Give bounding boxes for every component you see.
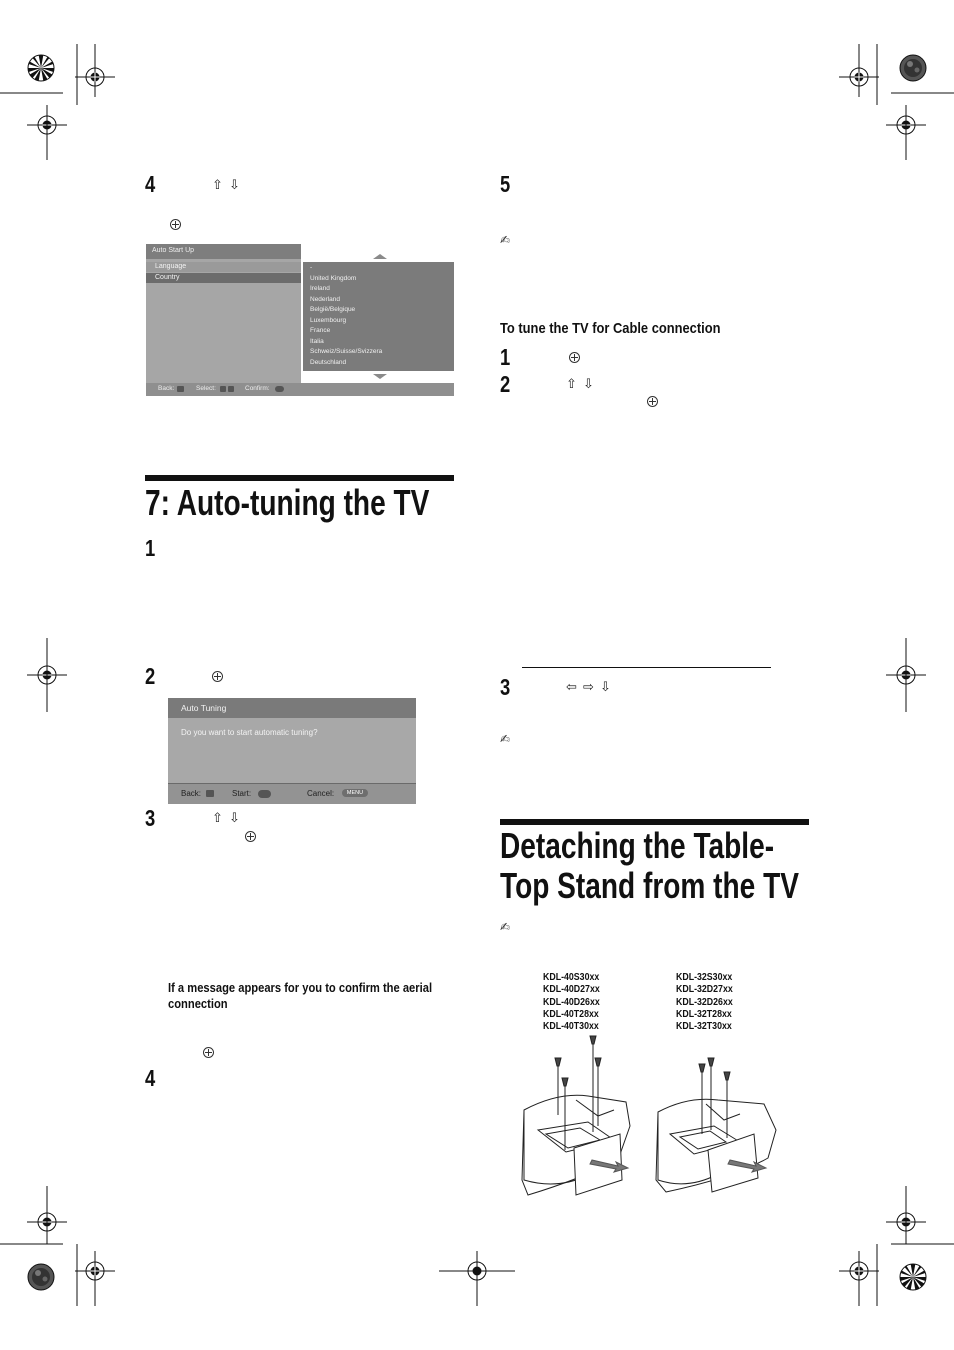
list-item[interactable]: -: [310, 264, 313, 271]
list-item[interactable]: Schweiz/Suisse/Svizzera: [310, 348, 383, 355]
step-number: 1: [500, 344, 511, 370]
scroll-up-icon[interactable]: [373, 254, 387, 259]
model-name: KDL-32D27xx: [676, 984, 733, 996]
dialog-question: Do you want to start automatic tuning?: [181, 728, 318, 737]
model-name: KDL-40D27xx: [543, 984, 600, 996]
ok-button-icon: [203, 1047, 214, 1058]
section-title-detaching-line2: Top Stand from the TV: [500, 865, 799, 906]
section-title-auto-tuning: 7: Auto-tuning the TV: [145, 482, 430, 523]
model-name: KDL-32D26xx: [676, 996, 733, 1008]
arrow-up-icon: ⇧: [212, 178, 223, 193]
note-icon: ✍: [500, 233, 511, 247]
step-number: 3: [145, 805, 156, 831]
menu-item-country[interactable]: Country: [146, 273, 301, 283]
footer-confirm-label: Confirm:: [245, 385, 270, 392]
menu-title: Auto Start Up: [152, 247, 195, 254]
menu-footer: [146, 383, 454, 396]
model-list-40: [543, 972, 600, 1033]
back-button-icon: [206, 790, 214, 797]
model-name: KDL-32T28xx: [676, 1008, 732, 1020]
list-item[interactable]: Nederland: [310, 295, 340, 303]
footer-back-label: Back:: [158, 385, 175, 392]
arrow-down-icon: ⇩: [229, 178, 240, 193]
step-number: 3: [500, 674, 511, 700]
note-icon: ✍: [500, 732, 511, 746]
scroll-down-icon[interactable]: [373, 374, 387, 379]
auto-tuning-dialog: [168, 698, 416, 803]
dialog-cancel-label: Cancel:: [307, 789, 335, 798]
stand-removal-illustration: [518, 1030, 788, 1200]
model-name: KDL-40T30xx: [543, 1021, 599, 1033]
back-button-icon: [177, 386, 184, 392]
divider: [522, 667, 771, 668]
country-menu-screen: [145, 244, 454, 396]
list-item[interactable]: Ireland: [310, 285, 330, 292]
arrow-right-icon: ⇨: [583, 680, 594, 695]
model-name: KDL-40S30xx: [543, 972, 600, 983]
arrow-up-icon: ⇧: [212, 811, 223, 826]
model-name: KDL-32S30xx: [676, 972, 733, 983]
menu-title-bar: [146, 244, 301, 259]
list-item[interactable]: Luxembourg: [310, 316, 347, 324]
list-item[interactable]: Deutschland: [310, 358, 347, 366]
ok-button-icon: [212, 671, 223, 682]
down-button-icon: [228, 386, 234, 392]
aerial-confirm-heading: If a message appears for you to confirm the aerial connection: [168, 980, 433, 1011]
step-number: 2: [500, 371, 511, 397]
up-button-icon: [220, 386, 226, 392]
list-item[interactable]: Italia: [310, 337, 324, 345]
step-number: 1: [145, 535, 156, 561]
ok-button-icon: [245, 831, 256, 842]
ok-button-icon: [258, 790, 271, 798]
model-name: KDL-40T28xx: [543, 1008, 599, 1020]
model-name: KDL-40D26xx: [543, 996, 600, 1008]
dialog-title-bar: [168, 698, 416, 718]
section-rule: [145, 475, 454, 481]
country-list: [303, 262, 454, 371]
arrow-down-icon: ⇩: [229, 811, 240, 826]
cable-heading: To tune the TV for Cable connection: [500, 320, 721, 337]
step-number: 4: [145, 171, 156, 197]
dialog-title: Auto Tuning: [181, 703, 227, 713]
note-icon: ✍: [500, 920, 511, 934]
dialog-start-label: Start:: [232, 789, 252, 798]
ok-button-icon: [569, 352, 580, 363]
ok-button-icon: [647, 396, 658, 407]
menu-button-icon: MENU: [342, 789, 368, 797]
step-number: 5: [500, 171, 511, 197]
dialog-footer: [168, 783, 416, 804]
section-title-detaching-line1: Detaching the Table-: [500, 825, 775, 866]
model-list-32: [676, 972, 733, 1033]
list-item[interactable]: France: [310, 327, 331, 334]
ok-button-icon: [170, 219, 181, 230]
arrow-down-icon: ⇩: [583, 377, 594, 392]
dialog-back-label: Back:: [181, 789, 202, 798]
arrow-up-icon: ⇧: [566, 377, 577, 392]
model-name: KDL-32T30xx: [676, 1021, 732, 1033]
menu-item-language[interactable]: Language: [146, 262, 301, 272]
ok-button-icon: [275, 386, 284, 392]
arrow-down-icon: ⇩: [600, 680, 611, 695]
arrow-left-icon: ⇦: [566, 680, 577, 695]
footer-select-label: Select:: [196, 385, 216, 392]
step-number: 4: [145, 1065, 156, 1091]
step-number: 2: [145, 663, 156, 689]
list-item[interactable]: United Kingdom: [310, 274, 357, 282]
list-item[interactable]: België/Belgique: [310, 306, 356, 313]
